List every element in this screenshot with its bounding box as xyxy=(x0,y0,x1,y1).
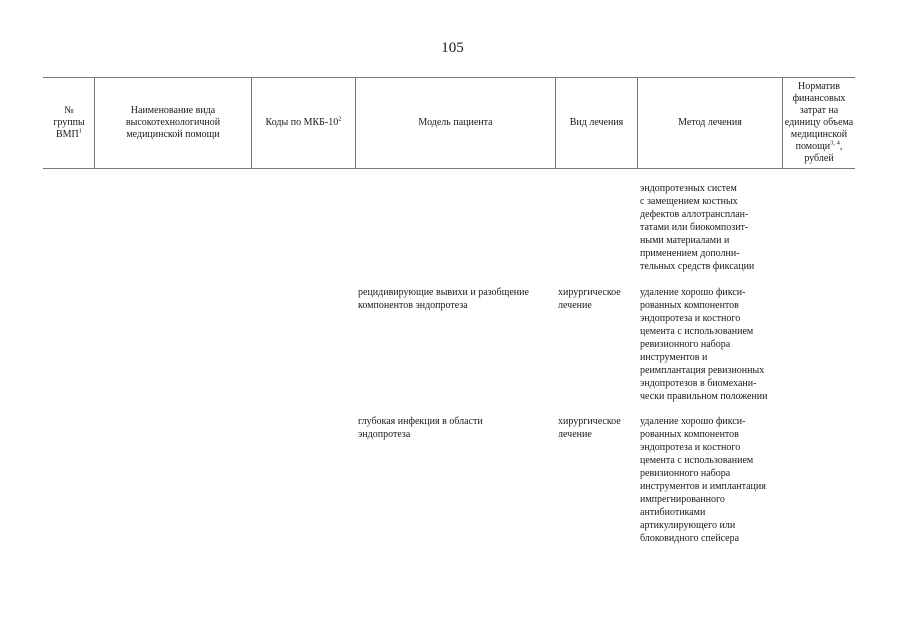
header-care-type xyxy=(95,78,251,168)
table-row-2-method: удаление хорошо фикси- рованных компонентов эндопротеза и костного цемента с использованием ревизионного набора инструментов и реимплантация ревизионных эндопротезов в биомехани- чески правильном положении xyxy=(640,287,768,402)
header-norm-unit: , рублей xyxy=(804,141,843,164)
header-treatment-type xyxy=(556,78,637,168)
header-patient-model xyxy=(356,78,555,168)
table-row-3-treatment-type: хирургическое лечение xyxy=(558,416,621,440)
header-norm-label: Норматив финансовых затрат на единицу объема медицинской помощи xyxy=(784,81,854,152)
table-row-2-treatment-type: хирургическое лечение xyxy=(558,287,621,311)
header-group-number xyxy=(44,78,94,168)
header-patient-model-label: Модель пациента xyxy=(418,117,493,128)
header-treatment-method-label: Метод лечения xyxy=(678,117,742,128)
footnote-1-marker: 1 xyxy=(78,127,83,135)
table-row-3-patient-model: глубокая инфекция в области эндопротеза xyxy=(358,416,483,440)
header-norm xyxy=(783,78,855,168)
table-row-1-method: эндопротезных систем с замещением костных дефектов аллотрансплан- татами или биокомпозит- ными материалами и применением дополни- тельных средств фиксации xyxy=(640,183,755,272)
header-care-type-label: Наименование вида высокотехнологичной медицинской помощи xyxy=(125,105,221,140)
header-icd-codes-label: Коды по МКБ-10 xyxy=(265,117,339,128)
header-icd-codes xyxy=(252,78,355,168)
footnote-3-4-marker: 3, 4 xyxy=(830,139,840,147)
table-header-bottom-border xyxy=(43,168,855,169)
table-row-2-patient-model: рецидивирующие вывихи и разобщение компонентов эндопротеза xyxy=(358,287,529,311)
header-group-number-label: № группы ВМП xyxy=(53,105,85,140)
table-row-3-method: удаление хорошо фикси- рованных компонентов эндопротеза и костного цемента с использованием ревизионного набора инструментов и имплантация импрегнированного антибиотиками артикулирующего или блоковидного спейсера xyxy=(640,416,766,544)
page-number: 105 xyxy=(441,40,464,56)
footnote-2-marker: 2 xyxy=(338,115,342,123)
header-treatment-method xyxy=(638,78,782,168)
header-treatment-type-label: Вид лечения xyxy=(569,117,624,128)
